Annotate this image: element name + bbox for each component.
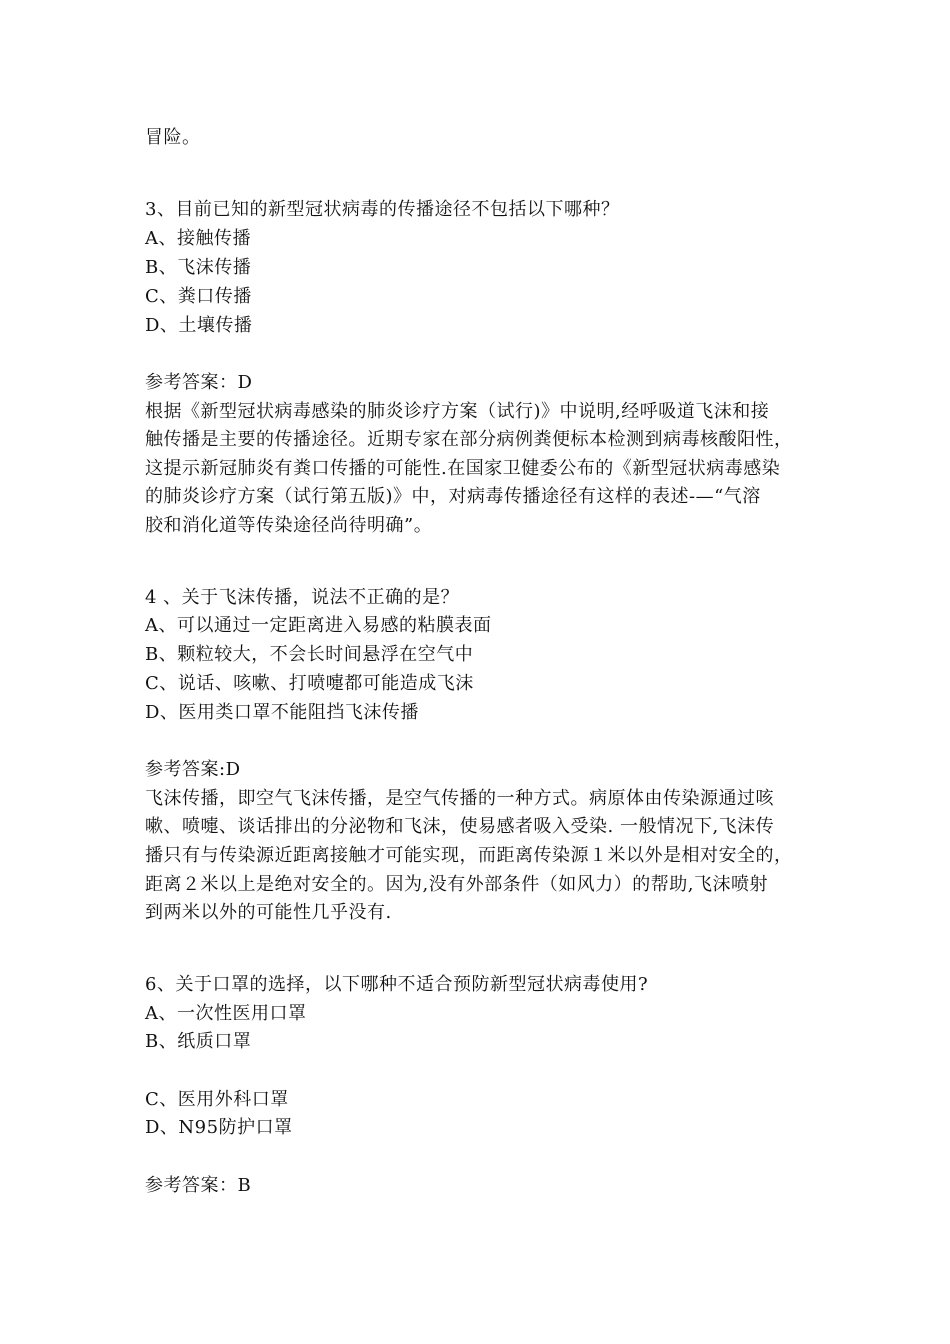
q4-explanation-line: 到两米以外的可能性几乎没有. bbox=[145, 902, 392, 923]
question-4: 4 、关于飞沫传播，说法不正确的是？ bbox=[145, 587, 460, 608]
q4-explanation-line: 播只有与传染源近距离接触才可能实现，而距离传染源１米以外是相对安全的， bbox=[145, 845, 793, 866]
q4-explanation-line: 嗽、喷嚏、谈话排出的分泌物和飞沫，使易感者吸入受染. 一般情况下,飞沫传 bbox=[145, 816, 775, 837]
q3-option-b: B、飞沫传播 bbox=[145, 257, 252, 278]
q3-option-c: C、粪口传播 bbox=[145, 286, 252, 307]
q3-answer: 参考答案：D bbox=[145, 372, 253, 393]
q6-option-d: D、N95防护口罩 bbox=[145, 1117, 293, 1138]
q4-answer: 参考答案:D bbox=[145, 759, 241, 780]
q6-answer: 参考答案：B bbox=[145, 1175, 252, 1196]
q4-option-c: C、说话、咳嗽、打喷嚏都可能造成飞沫 bbox=[145, 673, 474, 694]
q4-option-b: B、颗粒较大，不会长时间悬浮在空气中 bbox=[145, 644, 474, 665]
q6-option-b: B、纸质口罩 bbox=[145, 1031, 252, 1052]
q3-explanation-line: 这提示新冠肺炎有粪口传播的可能性.在国家卫健委公布的《新型冠状病毒感染 bbox=[145, 458, 781, 479]
question-6: 6、关于口罩的选择，以下哪种不适合预防新型冠状病毒使用? bbox=[145, 974, 649, 995]
q4-explanation-line: 距离２米以上是绝对安全的。因为,没有外部条件（如风力）的帮助,飞沫喷射 bbox=[145, 874, 768, 895]
question-3: 3、目前已知的新型冠状病毒的传播途径不包括以下哪种？ bbox=[145, 199, 620, 220]
q3-explanation-line: 根据《新型冠状病毒感染的肺炎诊疗方案（试行)》中说明,经呼吸道飞沫和接 bbox=[145, 401, 770, 422]
q3-option-d: D、土壤传播 bbox=[145, 315, 253, 336]
q4-explanation-line: 飞沫传播，即空气飞沫传播，是空气传播的一种方式。病原体由传染源通过咳 bbox=[145, 788, 774, 809]
text-line-continuation: 冒险。 bbox=[145, 127, 201, 148]
q3-explanation-line: 触传播是主要的传播途径。近期专家在部分病例粪便标本检测到病毒核酸阳性， bbox=[145, 429, 793, 450]
q3-explanation-line: 的肺炎诊疗方案（试行第五版)》中，对病毒传播途径有这样的表述-—“气溶 bbox=[145, 486, 761, 507]
q6-option-a: A、一次性医用口罩 bbox=[145, 1003, 307, 1024]
q4-option-a: A、可以通过一定距离进入易感的粘膜表面 bbox=[145, 615, 492, 636]
q6-option-c: C、医用外科口罩 bbox=[145, 1089, 289, 1110]
q3-explanation-line: 胶和消化道等传染途径尚待明确”。 bbox=[145, 515, 433, 536]
q3-option-a: A、接触传播 bbox=[145, 228, 251, 249]
q4-option-d: D、医用类口罩不能阻挡飞沫传播 bbox=[145, 702, 419, 723]
